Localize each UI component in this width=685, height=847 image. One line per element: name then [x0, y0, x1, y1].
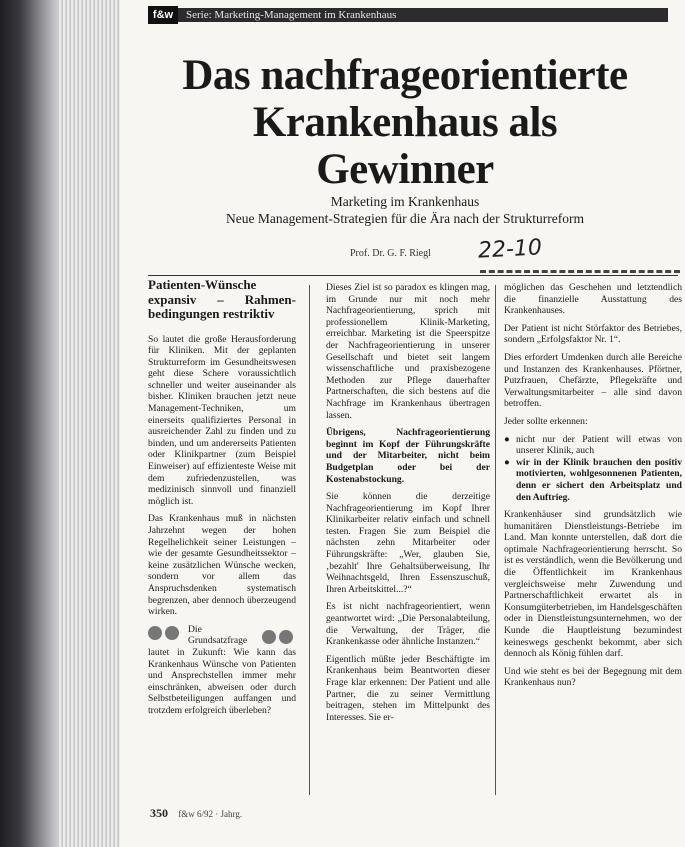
title-rule	[148, 275, 678, 276]
bullet-item	[504, 457, 682, 503]
column3-paragraph-2: Der Patient ist nicht Störfaktor des Betriebes, sondern „Erfolgsfaktor Nr. 1“.	[504, 322, 682, 346]
dot-icon	[165, 626, 179, 640]
column3-paragraph-4: Jeder sollte erkennen:	[504, 415, 588, 427]
column2-paragraph-2: Übrigens, Nachfrageorientierung beginnt im Kopf der Führungskräfte und der Mitarbeiter, nicht beim Budgetplan oder bei der Kostenabstockung.	[326, 427, 490, 485]
column3-paragraph-6: Und wie steht es bei der Begegnung mit dem Krankenhaus nun?	[504, 665, 682, 689]
bullet-text: nicht nur der Patient will etwas von unserer Klinik, auch	[516, 433, 682, 457]
scan-shadow	[0, 0, 58, 847]
column-divider	[495, 285, 496, 795]
subtitle-line-1: Marketing im Krankenhaus	[330, 194, 480, 209]
article-title	[150, 52, 660, 193]
column3-paragraph-1: möglichen das Geschehen und letztendlich die finanzielle Ausstattung des Krankenhauses.	[504, 282, 682, 317]
column2-paragraph-5: Eigentlich müßte jeder Beschäftigte im Krankenhaus beim Beantworten dieser Frage klar erkennen: Der Patient und alle Partner, die zu seiner Vermittlung beitragen, stehen im Mittelpunkt des Interesses. Sie er-	[326, 653, 490, 723]
column3-paragraph-5: Krankenhäuser sind grundsätzlich wie humanitären Dienstleistungs-Betriebe im Land. Man konnte unterstellen, daß dort die optimale Nachfrageorientierung herrscht. So ist es verständlich, wenn die Bevölkerung und die Öffentlichkeit im Krankenhaus vergleichsweise mehr Zuwendung und Partnerschaftlichkeit erwartet als in Konsumgüterbetrieben, im Handelsgeschäften oder in Dienstleistungsunternehmen, wo der Kunde die Hauptleistung bezumindest keineswegs geschenkt bekommt, aber sich dennoch als König fühlen darf.	[504, 509, 682, 660]
page-number: 350	[150, 806, 168, 820]
dot-icon	[262, 630, 276, 644]
page-footer	[150, 806, 242, 821]
column1-paragraph-1: So lautet die große Herausforderung für Kliniken. Mit der geplanten Strukturreform im Gesundheitswesen geht diese Schere voraussichtlich schneller und weiter auseinander als bisher. Kliniken brauchen jetzt neue Management-Techniken, um einerseits qualifiziertes Personal in ausreichender Zahl zu finden und zu binden, und um andererseits Patienten oder Klinikpartner (zum Beispiel Einweiser) auf effizienteste Weise mit dem zufriedenzustellen, was medizinisch sinnvoll und finanziell möglich ist.	[148, 333, 296, 507]
article-subtitle	[150, 193, 660, 227]
handwritten-note: 22-10	[477, 235, 543, 264]
publication-logo: f&w	[148, 6, 178, 24]
handwritten-dashes	[480, 270, 680, 273]
book-page-edges	[58, 0, 121, 847]
decorative-dots-left	[148, 626, 182, 640]
column-3	[504, 282, 682, 695]
bullet-icon: ●	[504, 456, 510, 468]
column-2	[326, 282, 490, 729]
author-byline: Prof. Dr. G. F. Riegl	[350, 248, 431, 259]
column-1	[148, 278, 296, 723]
article-page	[120, 0, 685, 847]
section-heading: Patienten-Wünsche expansiv – Rahmen-bedingungen restriktiv	[148, 277, 296, 321]
series-header	[148, 8, 668, 22]
dot-icon	[148, 626, 162, 640]
column-divider	[309, 285, 310, 795]
series-title: Serie: Marketing-Management im Krankenhaus	[186, 9, 397, 21]
bullet-text: wir in der Klinik brauchen den positiv motivierten, wohlgesonnenen Patienten, denn er sichert den Arbeitsplatz und den Auftrieg.	[516, 456, 682, 503]
decorative-dots-right	[262, 630, 296, 644]
issue-info: f&w 6/92 · Jahrg.	[178, 809, 243, 819]
subtitle-line-2: Neue Management-Strategien für die Ära nach der Strukturreform	[226, 211, 584, 226]
column3-paragraph-3: Dies erfordert Umdenken durch alle Bereiche und Instanzen des Krankenhauses. Pförtner, Putzfrauen, Chefärzte, Pflegekräfte und Verwaltungsmitarbeiter – alle sind davon betroffen.	[504, 351, 682, 410]
title-line-3: Gewinner	[316, 146, 494, 193]
title-line-2: Krankenhaus als	[252, 99, 558, 146]
column2-paragraph-3: Sie können die derzeitige Nachfrageorientierung im Kopf Ihrer Klinikarbeiter relativ einfach und schnell testen. Fragen Sie zum Beispiel die nächsten zehn Mitarbeiter oder Führungskräfte: „Wer, glauben Sie, ‚bezahlt' Ihre Gehaltsüberweisung, Ihr Weihnachtsgeld, Ihren Essenszuschuß, Ihren Arbeitskittel...?“	[326, 491, 490, 595]
column1-paragraph-3	[148, 624, 296, 717]
column1-paragraph-2: Das Krankenhaus muß in nächsten Jahrzehnt wegen der hohen Regelhelichkeit seiner Leistungen – wie der gesamte Gesundheitssektor – keine zusätzlichen Wünsche wecken, sondern vor allem das Anspruchsdenken systematisch begrenzen, aber dennoch überzeugend wirken.	[148, 513, 296, 618]
column2-paragraph-4: Es ist nicht nachfrageorientiert, wenn geantwortet wird: „Die Personalabteilung, die Verwaltung, der Träger, die Krankenkasse oder ähnliche Instanzen.“	[326, 601, 490, 648]
bullet-item	[504, 434, 682, 457]
dot-icon	[279, 630, 293, 644]
bullet-icon: ●	[504, 433, 510, 445]
column2-paragraph-1: Dieses Ziel ist so paradox es klingen mag, im Grunde nur mit noch mehr Nachfrageorientierung, sprich mit professionellem Klinik-Marketing, erreichbar. Marketing ist die Speerspitze der Nachfrageorientierung in unserer Gesellschaft und bietet seit langem wissenschaftliche und praxisbezogene Methoden zur Pflege dauerhafter Partnerschaften, die sich bestens auf die Nachfrage im Krankenhaus übertragen lassen.	[326, 282, 490, 421]
column1-paragraph-3-text: Die Grundsatzfrage lautet in Zukunft: Wie kann das Krankenhaus Wünsche von Patienten und Ansprechstellen immer mehr einschränken, abweisen oder durch Selbstbeteiligungen auffangen und trotzdem erfolgreich überleben?	[148, 623, 296, 716]
title-line-1: Das nachfrageorientierte	[182, 52, 628, 99]
